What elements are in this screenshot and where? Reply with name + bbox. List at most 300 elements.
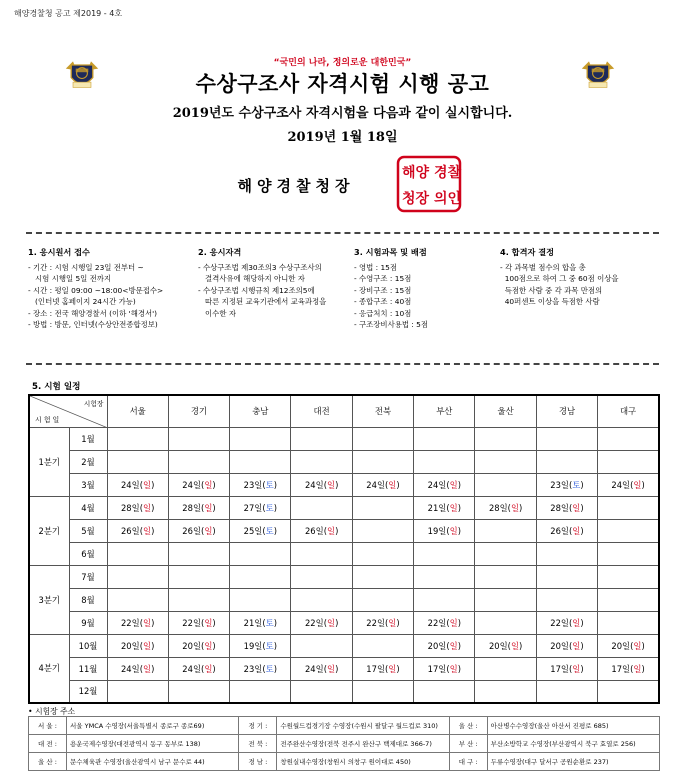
schedule-cell <box>352 611 413 634</box>
schedule-cell <box>414 519 475 542</box>
address-row <box>29 735 660 753</box>
schedule-cell <box>352 496 413 519</box>
paren-close: ) <box>457 617 461 628</box>
weekday: 일 <box>326 479 336 490</box>
month-label: 1월 <box>69 427 107 450</box>
header-place-label: 시험장 <box>83 400 104 408</box>
req-line: 결격사유에 해당하지 아니한 자 <box>198 274 305 284</box>
table-row <box>29 542 659 565</box>
weekday: 토 <box>572 479 581 490</box>
table-row <box>29 611 659 634</box>
paren-close: ) <box>580 479 584 490</box>
req-line: 득점한 사람 중 각 과목 만점의 <box>500 285 603 295</box>
exam-day: 24일( <box>182 479 205 490</box>
exam-day: 23일( <box>550 479 573 490</box>
paren-close: ) <box>273 502 278 513</box>
schedule-cell <box>230 657 291 680</box>
schedule-cell <box>291 565 352 588</box>
paren-close: ) <box>580 525 584 536</box>
weekday: 일 <box>204 479 213 490</box>
req-line: (인터넷 홈페이지 24시간 가능) <box>28 297 136 307</box>
month-label: 8월 <box>69 588 107 611</box>
schedule-cell <box>291 657 352 680</box>
schedule-cell <box>414 588 475 611</box>
schedule-cell <box>352 680 413 703</box>
header-place: 서울 <box>107 395 168 427</box>
address-value: 아산병수수영장(울산 아산서 진평로 685) <box>487 717 659 735</box>
address-value: 문수체육관 수영장(울산광역시 남구 문수로 44) <box>67 753 239 771</box>
schedule-cell <box>107 611 168 634</box>
paren-close: ) <box>273 479 278 490</box>
exam-day: 24일( <box>366 479 389 490</box>
paren-close: ) <box>335 525 339 536</box>
address-region: 서 울 : <box>29 717 67 735</box>
quarter-label: 1분기 <box>29 427 69 496</box>
header-place: 경남 <box>536 395 597 427</box>
schedule-cell <box>230 611 291 634</box>
schedule-cell <box>168 519 229 542</box>
schedule-cell <box>598 634 659 657</box>
exam-day: 24일( <box>611 479 634 490</box>
schedule-cell <box>414 473 475 496</box>
req-heading: 3. 시험과목 및 배점 <box>354 247 427 257</box>
table-row <box>29 473 659 496</box>
schedule-cell <box>414 657 475 680</box>
schedule-cell <box>107 565 168 588</box>
schedule-cell <box>352 450 413 473</box>
schedule-cell <box>475 611 536 634</box>
schedule-cell <box>352 588 413 611</box>
weekday: 일 <box>572 502 581 513</box>
weekday: 일 <box>326 663 336 674</box>
official-seal <box>396 155 462 213</box>
weekday: 일 <box>572 525 581 536</box>
schedule-cell <box>598 657 659 680</box>
exam-day: 20일( <box>182 640 205 651</box>
schedule-cell <box>168 680 229 703</box>
paren-close: ) <box>151 617 155 628</box>
schedule-cell <box>107 680 168 703</box>
weekday: 일 <box>204 640 213 651</box>
weekday: 일 <box>510 640 520 651</box>
weekday: 일 <box>449 640 458 651</box>
schedule-cell <box>475 473 536 496</box>
schedule-cell <box>536 680 597 703</box>
req-line: - 응급처치 : 10점 <box>354 308 412 318</box>
weekday: 일 <box>633 640 642 651</box>
svg-text:경찰: 경찰 <box>434 165 462 181</box>
paren-close: ) <box>580 502 584 513</box>
schedule-cell <box>107 657 168 680</box>
weekday: 토 <box>265 479 274 490</box>
schedule-cell <box>107 542 168 565</box>
table-row <box>29 450 659 473</box>
subtitle: 2019년도 수상구조사 자격시험을 다음과 같이 실시합니다. <box>172 106 513 121</box>
schedule-cell <box>230 680 291 703</box>
weekday: 일 <box>204 525 213 536</box>
schedule-cell <box>352 634 413 657</box>
weekday: 일 <box>204 617 213 628</box>
schedule-cell <box>230 450 291 473</box>
announcement-date: 2019년 1월 18일 <box>287 130 398 145</box>
exam-day: 23일( <box>243 479 266 490</box>
month-label: 3월 <box>69 473 107 496</box>
schedule-cell <box>598 519 659 542</box>
schedule-cell <box>291 473 352 496</box>
weekday: 일 <box>449 663 458 674</box>
req-heading: 1. 응시원서 접수 <box>28 247 90 257</box>
schedule-cell <box>230 427 291 450</box>
schedule-cell <box>475 450 536 473</box>
paren-close: ) <box>212 617 216 628</box>
svg-text:청장: 청장 <box>402 191 430 207</box>
schedule-cell <box>536 611 597 634</box>
table-row <box>29 427 659 450</box>
paren-close: ) <box>212 640 216 651</box>
address-value: 전주완산수영장(전북 전주시 완산구 백제대로 366-7) <box>277 735 449 753</box>
schedule-body <box>29 427 659 703</box>
schedule-cell <box>536 427 597 450</box>
exam-day: 26일( <box>550 525 573 536</box>
schedule-cell <box>168 565 229 588</box>
req-heading: 2. 응시자격 <box>198 247 242 257</box>
schedule-cell <box>414 611 475 634</box>
exam-day: 22일( <box>120 617 143 628</box>
month-label: 12월 <box>69 680 107 703</box>
weekday: 일 <box>633 663 642 674</box>
req-application <box>28 246 193 331</box>
header-corner <box>29 395 107 427</box>
exam-day: 19일( <box>243 640 266 651</box>
address-region: 대 전 : <box>29 735 67 753</box>
req-line: 40퍼센트 이상을 득점한 사람 <box>500 297 600 307</box>
schedule-cell <box>598 450 659 473</box>
address-title: • 시험장 주소 <box>28 707 76 716</box>
schedule-cell <box>414 634 475 657</box>
schedule-cell <box>475 427 536 450</box>
weekday: 일 <box>142 502 152 513</box>
svg-text:해양: 해양 <box>402 165 430 181</box>
weekday: 일 <box>204 502 213 513</box>
quarter-label: 2분기 <box>29 496 69 565</box>
weekday: 일 <box>326 525 336 536</box>
weekday: 일 <box>142 479 152 490</box>
exam-day: 21일( <box>243 617 266 628</box>
quarter-label: 4분기 <box>29 634 69 703</box>
address-row <box>29 717 660 735</box>
weekday: 토 <box>265 502 274 513</box>
schedule-cell <box>352 473 413 496</box>
address-value: 창원실내수영장(창원시 의창구 원이대로 450) <box>277 753 449 771</box>
weekday: 일 <box>388 663 397 674</box>
schedule-cell <box>168 634 229 657</box>
divider <box>26 232 659 234</box>
table-row <box>29 496 659 519</box>
req-line: - 기간 : 시험 시행일 23일 전부터 ~ <box>28 262 144 272</box>
address-region: 대 구 : <box>449 753 487 771</box>
schedule-cell <box>414 427 475 450</box>
schedule-cell <box>168 588 229 611</box>
exam-day: 22일( <box>304 617 327 628</box>
weekday: 토 <box>265 525 274 536</box>
paren-close: ) <box>396 663 400 674</box>
exam-day: 24일( <box>120 663 143 674</box>
exam-day: 28일( <box>120 502 143 513</box>
month-label: 7월 <box>69 565 107 588</box>
exam-day: 26일( <box>182 525 205 536</box>
schedule-cell <box>475 565 536 588</box>
req-line: - 각 과목별 점수의 합을 총 <box>500 262 586 272</box>
req-line: - 방법 : 방문, 인터넷(수상안전종합정보) <box>28 320 158 330</box>
table-row <box>29 634 659 657</box>
paren-close: ) <box>273 663 278 674</box>
paren-close: ) <box>641 479 645 490</box>
month-label: 10월 <box>69 634 107 657</box>
table-row <box>29 588 659 611</box>
exam-day: 20일( <box>611 640 634 651</box>
paren-close: ) <box>457 525 461 536</box>
paren-close: ) <box>396 617 400 628</box>
exam-day: 22일( <box>366 617 389 628</box>
schedule-cell <box>536 519 597 542</box>
schedule-cell <box>291 496 352 519</box>
month-label: 6월 <box>69 542 107 565</box>
paren-close: ) <box>641 640 645 651</box>
schedule-cell <box>475 542 536 565</box>
schedule-cell <box>352 427 413 450</box>
req-line: - 구조장비사용법 : 5점 <box>354 320 429 330</box>
paren-close: ) <box>212 525 216 536</box>
weekday: 일 <box>572 640 581 651</box>
schedule-cell <box>598 565 659 588</box>
weekday: 토 <box>265 617 274 628</box>
schedule-cell <box>291 611 352 634</box>
exam-day: 28일( <box>550 502 573 513</box>
schedule-cell <box>168 473 229 496</box>
header-place: 전북 <box>352 395 413 427</box>
month-label: 9월 <box>69 611 107 634</box>
req-line: 이수한 자 <box>198 308 236 318</box>
weekday: 일 <box>633 479 642 490</box>
header-date-label: 시험일 <box>35 415 62 424</box>
weekday: 일 <box>572 663 581 674</box>
schedule-cell <box>107 496 168 519</box>
exam-day: 22일( <box>427 617 450 628</box>
exam-day: 20일( <box>550 640 573 651</box>
schedule-cell <box>291 450 352 473</box>
exam-day: 28일( <box>488 502 511 513</box>
schedule-cell <box>475 519 536 542</box>
paren-close: ) <box>151 525 155 536</box>
schedule-cell <box>230 519 291 542</box>
weekday: 일 <box>449 617 458 628</box>
schedule-cell <box>168 427 229 450</box>
schedule-cell <box>107 634 168 657</box>
schedule-cell <box>414 542 475 565</box>
schedule-cell <box>352 542 413 565</box>
schedule-cell <box>598 496 659 519</box>
schedule-cell <box>352 565 413 588</box>
schedule-cell <box>598 588 659 611</box>
schedule-cell <box>291 519 352 542</box>
schedule-cell <box>168 611 229 634</box>
schedule-cell <box>536 496 597 519</box>
schedule-cell <box>475 634 536 657</box>
issuer-name: 해양경찰청장 <box>237 177 355 195</box>
slogan: “국민의 나라, 정의로운 대한민국” <box>273 58 412 68</box>
address-value: 용운국제수영장(대전광역시 동구 동부로 138) <box>67 735 239 753</box>
exam-day: 24일( <box>427 479 450 490</box>
req-line: 따른 지정된 교육기관에서 교육과정을 <box>198 297 327 307</box>
weekday: 일 <box>388 617 397 628</box>
address-value: 부산소방학교 수영장(부산광역시 북구 효열로 256) <box>487 735 659 753</box>
weekday: 일 <box>142 525 152 536</box>
address-row <box>29 753 660 771</box>
address-region: 부 산 : <box>449 735 487 753</box>
exam-day: 25일( <box>243 525 266 536</box>
schedule-cell <box>598 427 659 450</box>
weekday: 일 <box>449 502 458 513</box>
exam-day: 27일( <box>243 502 266 513</box>
req-line: - 수영구조 : 15점 <box>354 274 412 284</box>
month-label: 11월 <box>69 657 107 680</box>
schedule-cell <box>107 450 168 473</box>
schedule-cell <box>230 542 291 565</box>
schedule-cell <box>536 657 597 680</box>
month-label: 2월 <box>69 450 107 473</box>
schedule-cell <box>536 473 597 496</box>
schedule-cell <box>475 657 536 680</box>
paren-close: ) <box>457 502 461 513</box>
schedule-cell <box>414 496 475 519</box>
exam-day: 24일( <box>120 479 143 490</box>
req-line: - 시간 : 평일 09:00 ~18:00<방문접수> <box>28 285 164 295</box>
header-place: 경기 <box>168 395 229 427</box>
req-line: - 수상구조법 시행규칙 제12조의5에 <box>198 285 315 295</box>
month-label: 4월 <box>69 496 107 519</box>
exam-day: 26일( <box>304 525 327 536</box>
paren-close: ) <box>151 640 155 651</box>
schedule-cell <box>536 565 597 588</box>
schedule-cell <box>230 634 291 657</box>
req-pass-criteria <box>500 246 660 308</box>
schedule-cell <box>352 519 413 542</box>
paren-close: ) <box>457 663 461 674</box>
schedule-cell <box>536 542 597 565</box>
schedule-cell <box>291 542 352 565</box>
req-line: - 수상구조법 제30조의3 수상구조사의 <box>198 262 322 272</box>
req-subjects <box>354 246 494 331</box>
req-eligibility <box>198 246 353 319</box>
req-line: - 장비구조 : 15점 <box>354 285 412 295</box>
header-place: 울산 <box>475 395 536 427</box>
paren-close: ) <box>519 502 523 513</box>
table-row <box>29 657 659 680</box>
weekday: 일 <box>142 640 152 651</box>
quarter-label: 3분기 <box>29 565 69 634</box>
paren-close: ) <box>151 502 155 513</box>
schedule-cell <box>414 680 475 703</box>
exam-day: 21일( <box>427 502 450 513</box>
weekday: 토 <box>265 663 274 674</box>
divider <box>26 363 659 365</box>
exam-day: 20일( <box>120 640 143 651</box>
paren-close: ) <box>457 479 461 490</box>
schedule-cell <box>475 496 536 519</box>
address-region: 경 기 : <box>239 717 277 735</box>
exam-day: 24일( <box>304 479 327 490</box>
schedule-cell <box>230 496 291 519</box>
paren-close: ) <box>580 640 584 651</box>
req-line: - 장소 : 전국 해양경찰서 (이하 '해경서') <box>28 308 158 318</box>
paren-close: ) <box>335 479 339 490</box>
schedule-cell <box>230 588 291 611</box>
address-value: 두류수영장(대구 달서구 공원순환로 237) <box>487 753 659 771</box>
exam-day: 22일( <box>550 617 573 628</box>
exam-day: 17일( <box>611 663 634 674</box>
exam-day: 24일( <box>182 663 205 674</box>
paren-close: ) <box>212 663 216 674</box>
header-place: 충남 <box>230 395 291 427</box>
schedule-cell <box>291 634 352 657</box>
month-label: 5월 <box>69 519 107 542</box>
paren-close: ) <box>335 617 339 628</box>
schedule-cell <box>414 450 475 473</box>
exam-day: 20일( <box>427 640 450 651</box>
schedule-cell <box>598 542 659 565</box>
exam-day: 17일( <box>550 663 573 674</box>
paren-close: ) <box>580 617 584 628</box>
page-title: 수상구조사 자격시험 시행 공고 <box>195 72 490 96</box>
schedule-cell <box>107 427 168 450</box>
paren-close: ) <box>641 663 645 674</box>
exam-day: 20일( <box>488 640 511 651</box>
paren-close: ) <box>212 479 216 490</box>
schedule-cell <box>352 657 413 680</box>
schedule-cell <box>475 588 536 611</box>
req-line: 100점으로 하여 그 중 60점 이상을 <box>500 274 619 284</box>
paren-close: ) <box>580 663 584 674</box>
schedule-cell <box>598 473 659 496</box>
schedule-cell <box>291 588 352 611</box>
schedule-cell <box>107 473 168 496</box>
weekday: 일 <box>388 479 397 490</box>
schedule-table <box>28 394 660 704</box>
paren-close: ) <box>396 479 400 490</box>
address-table <box>28 716 660 771</box>
schedule-cell <box>168 657 229 680</box>
address-region: 울 산 : <box>449 717 487 735</box>
exam-day: 26일( <box>120 525 143 536</box>
schedule-cell <box>291 680 352 703</box>
schedule-cell <box>598 680 659 703</box>
weekday: 일 <box>142 617 152 628</box>
address-region: 울 산 : <box>29 753 67 771</box>
header-place: 대전 <box>291 395 352 427</box>
header-place: 부산 <box>414 395 475 427</box>
weekday: 일 <box>572 617 581 628</box>
weekday: 일 <box>510 502 520 513</box>
header-place: 대구 <box>598 395 659 427</box>
schedule-cell <box>598 611 659 634</box>
schedule-cell <box>291 427 352 450</box>
paren-close: ) <box>457 640 461 651</box>
schedule-cell <box>414 565 475 588</box>
table-row <box>29 519 659 542</box>
exam-day: 17일( <box>427 663 450 674</box>
schedule-cell <box>230 473 291 496</box>
paren-close: ) <box>273 525 278 536</box>
